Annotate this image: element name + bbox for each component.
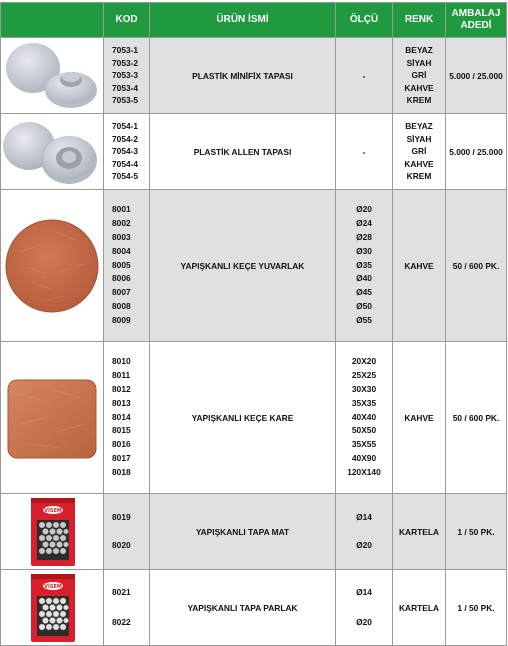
size: 40X90 xyxy=(351,452,377,463)
code: 8003 xyxy=(112,232,131,242)
code: 8001 xyxy=(112,204,131,215)
size-cell xyxy=(336,570,393,646)
color: KAHVE xyxy=(404,82,434,93)
codes-cell xyxy=(104,114,150,190)
size: 40X40 xyxy=(351,411,377,422)
color-cell: KARTELA xyxy=(393,494,446,570)
product-image-minifix-cap xyxy=(1,38,104,114)
size: Ø50 xyxy=(356,300,372,311)
header-ambalaj-line1: AMBALAJ xyxy=(451,8,501,19)
code: 8014 xyxy=(112,411,131,422)
code: 8008 xyxy=(112,300,131,311)
header-olcu: ÖLÇÜ xyxy=(336,3,393,38)
size: 25X25 xyxy=(351,370,377,381)
color: BEYAZ xyxy=(405,45,433,56)
pack-cell: 1 / 50 PK. xyxy=(446,570,507,646)
product-name: PLASTİK ALLEN TAPASI xyxy=(150,114,336,190)
color: KAHVE xyxy=(404,158,434,169)
code: 8009 xyxy=(112,314,131,325)
product-image-felt-round xyxy=(1,190,104,342)
code: 8013 xyxy=(112,397,131,408)
size: Ø20 xyxy=(356,204,372,215)
size: Ø20 xyxy=(356,616,372,627)
header-row xyxy=(1,3,507,38)
color-cell xyxy=(393,38,446,114)
table-row xyxy=(1,570,507,646)
color-cell xyxy=(393,114,446,190)
size: 35X55 xyxy=(351,439,377,450)
product-name: YAPIŞKANLI KEÇE KARE xyxy=(150,342,336,494)
code: 7054-4 xyxy=(112,158,139,169)
code: 8010 xyxy=(112,356,131,367)
table-row xyxy=(1,342,507,494)
size: 50X50 xyxy=(351,425,377,436)
size-cell: - xyxy=(336,114,393,190)
code: 8007 xyxy=(112,287,131,298)
color: SİYAH xyxy=(406,133,432,144)
code: 7053-4 xyxy=(112,82,139,93)
size-cell xyxy=(336,190,393,342)
color: KREM xyxy=(406,171,432,182)
code: 8018 xyxy=(112,466,131,477)
sticker-card-icon xyxy=(1,496,101,568)
code: 8004 xyxy=(112,245,131,256)
code: 7053-1 xyxy=(112,45,139,56)
size-cell: - xyxy=(336,38,393,114)
code: 8011 xyxy=(112,370,131,381)
color: KREM xyxy=(406,95,432,106)
size: Ø35 xyxy=(356,259,372,270)
table-row xyxy=(1,114,507,190)
felt-round-icon xyxy=(1,192,101,340)
size: 35X35 xyxy=(351,397,377,408)
code: 7054-5 xyxy=(112,171,139,182)
product-image-felt-square xyxy=(1,342,104,494)
color: GRİ xyxy=(411,146,427,157)
size: Ø40 xyxy=(356,273,372,284)
allen-cap-icon xyxy=(1,116,101,188)
codes-cell xyxy=(104,190,150,342)
code: 7054-3 xyxy=(112,146,139,157)
code: 8017 xyxy=(112,452,131,463)
code: 8015 xyxy=(112,425,131,436)
header-kod: KOD xyxy=(104,3,150,38)
codes-cell xyxy=(104,342,150,494)
size-cell xyxy=(336,494,393,570)
size: Ø30 xyxy=(356,245,372,256)
codes-cell xyxy=(104,570,150,646)
card-brand-text: VİSEM xyxy=(44,507,62,514)
product-image-tapa-parlak xyxy=(1,570,104,646)
color: SİYAH xyxy=(406,57,432,68)
code: 8002 xyxy=(112,218,131,229)
pack-cell: 5.000 / 25.000 xyxy=(446,38,507,114)
minifix-cap-icon xyxy=(1,40,101,112)
size: Ø14 xyxy=(356,586,372,597)
header-ambalaj-adedi xyxy=(446,3,507,38)
color-cell: KARTELA xyxy=(393,570,446,646)
product-table xyxy=(0,2,507,646)
size: Ø28 xyxy=(356,232,372,242)
code: 7053-5 xyxy=(112,95,139,106)
size: Ø14 xyxy=(356,511,372,522)
code: 8019 xyxy=(112,511,131,522)
pack-cell: 1 / 50 PK. xyxy=(446,494,507,570)
felt-square-icon xyxy=(1,344,101,492)
size: Ø20 xyxy=(356,539,372,550)
code: 8020 xyxy=(112,539,131,550)
size: Ø24 xyxy=(356,218,372,229)
code: 7053-3 xyxy=(112,70,139,81)
code: 8012 xyxy=(112,384,131,394)
product-image-allen-cap xyxy=(1,114,104,190)
table-row xyxy=(1,38,507,114)
code: 7054-2 xyxy=(112,133,139,144)
table-row xyxy=(1,494,507,570)
size: Ø55 xyxy=(356,314,372,325)
product-name: YAPIŞKANLI TAPA PARLAK xyxy=(150,570,336,646)
pack-cell: 5.000 / 25.000 xyxy=(446,114,507,190)
header-image-cell xyxy=(1,3,104,38)
codes-cell xyxy=(104,494,150,570)
table-row xyxy=(1,190,507,342)
pack-cell: 50 / 600 PK. xyxy=(446,190,507,342)
color: GRİ xyxy=(411,70,427,81)
card-brand-text: VİSEM xyxy=(44,583,62,590)
product-name: PLASTİK MİNİFİX TAPASI xyxy=(150,38,336,114)
size-cell xyxy=(336,342,393,494)
size: 30X30 xyxy=(351,384,377,394)
code: 8005 xyxy=(112,259,131,270)
sticker-card-icon xyxy=(1,572,101,644)
header-urun-ismi: ÜRÜN İSMİ xyxy=(150,3,336,38)
product-image-tapa-mat xyxy=(1,494,104,570)
code: 8016 xyxy=(112,439,131,450)
size: Ø45 xyxy=(356,287,372,298)
color-cell: KAHVE xyxy=(393,190,446,342)
code: 8021 xyxy=(112,586,131,597)
size: 20X20 xyxy=(351,356,377,367)
header-ambalaj-line2: ADEDİ xyxy=(460,20,492,31)
size: 120X140 xyxy=(347,466,381,477)
codes-cell xyxy=(104,38,150,114)
code: 7054-1 xyxy=(112,121,139,132)
pack-cell: 50 / 600 PK. xyxy=(446,342,507,494)
color: BEYAZ xyxy=(405,121,433,132)
code: 7053-2 xyxy=(112,57,139,68)
product-name: YAPIŞKANLI TAPA MAT xyxy=(150,494,336,570)
code: 8006 xyxy=(112,273,131,284)
color-cell: KAHVE xyxy=(393,342,446,494)
header-renk: RENK xyxy=(393,3,446,38)
code: 8022 xyxy=(112,616,131,627)
product-name: YAPIŞKANLI KEÇE YUVARLAK xyxy=(150,190,336,342)
